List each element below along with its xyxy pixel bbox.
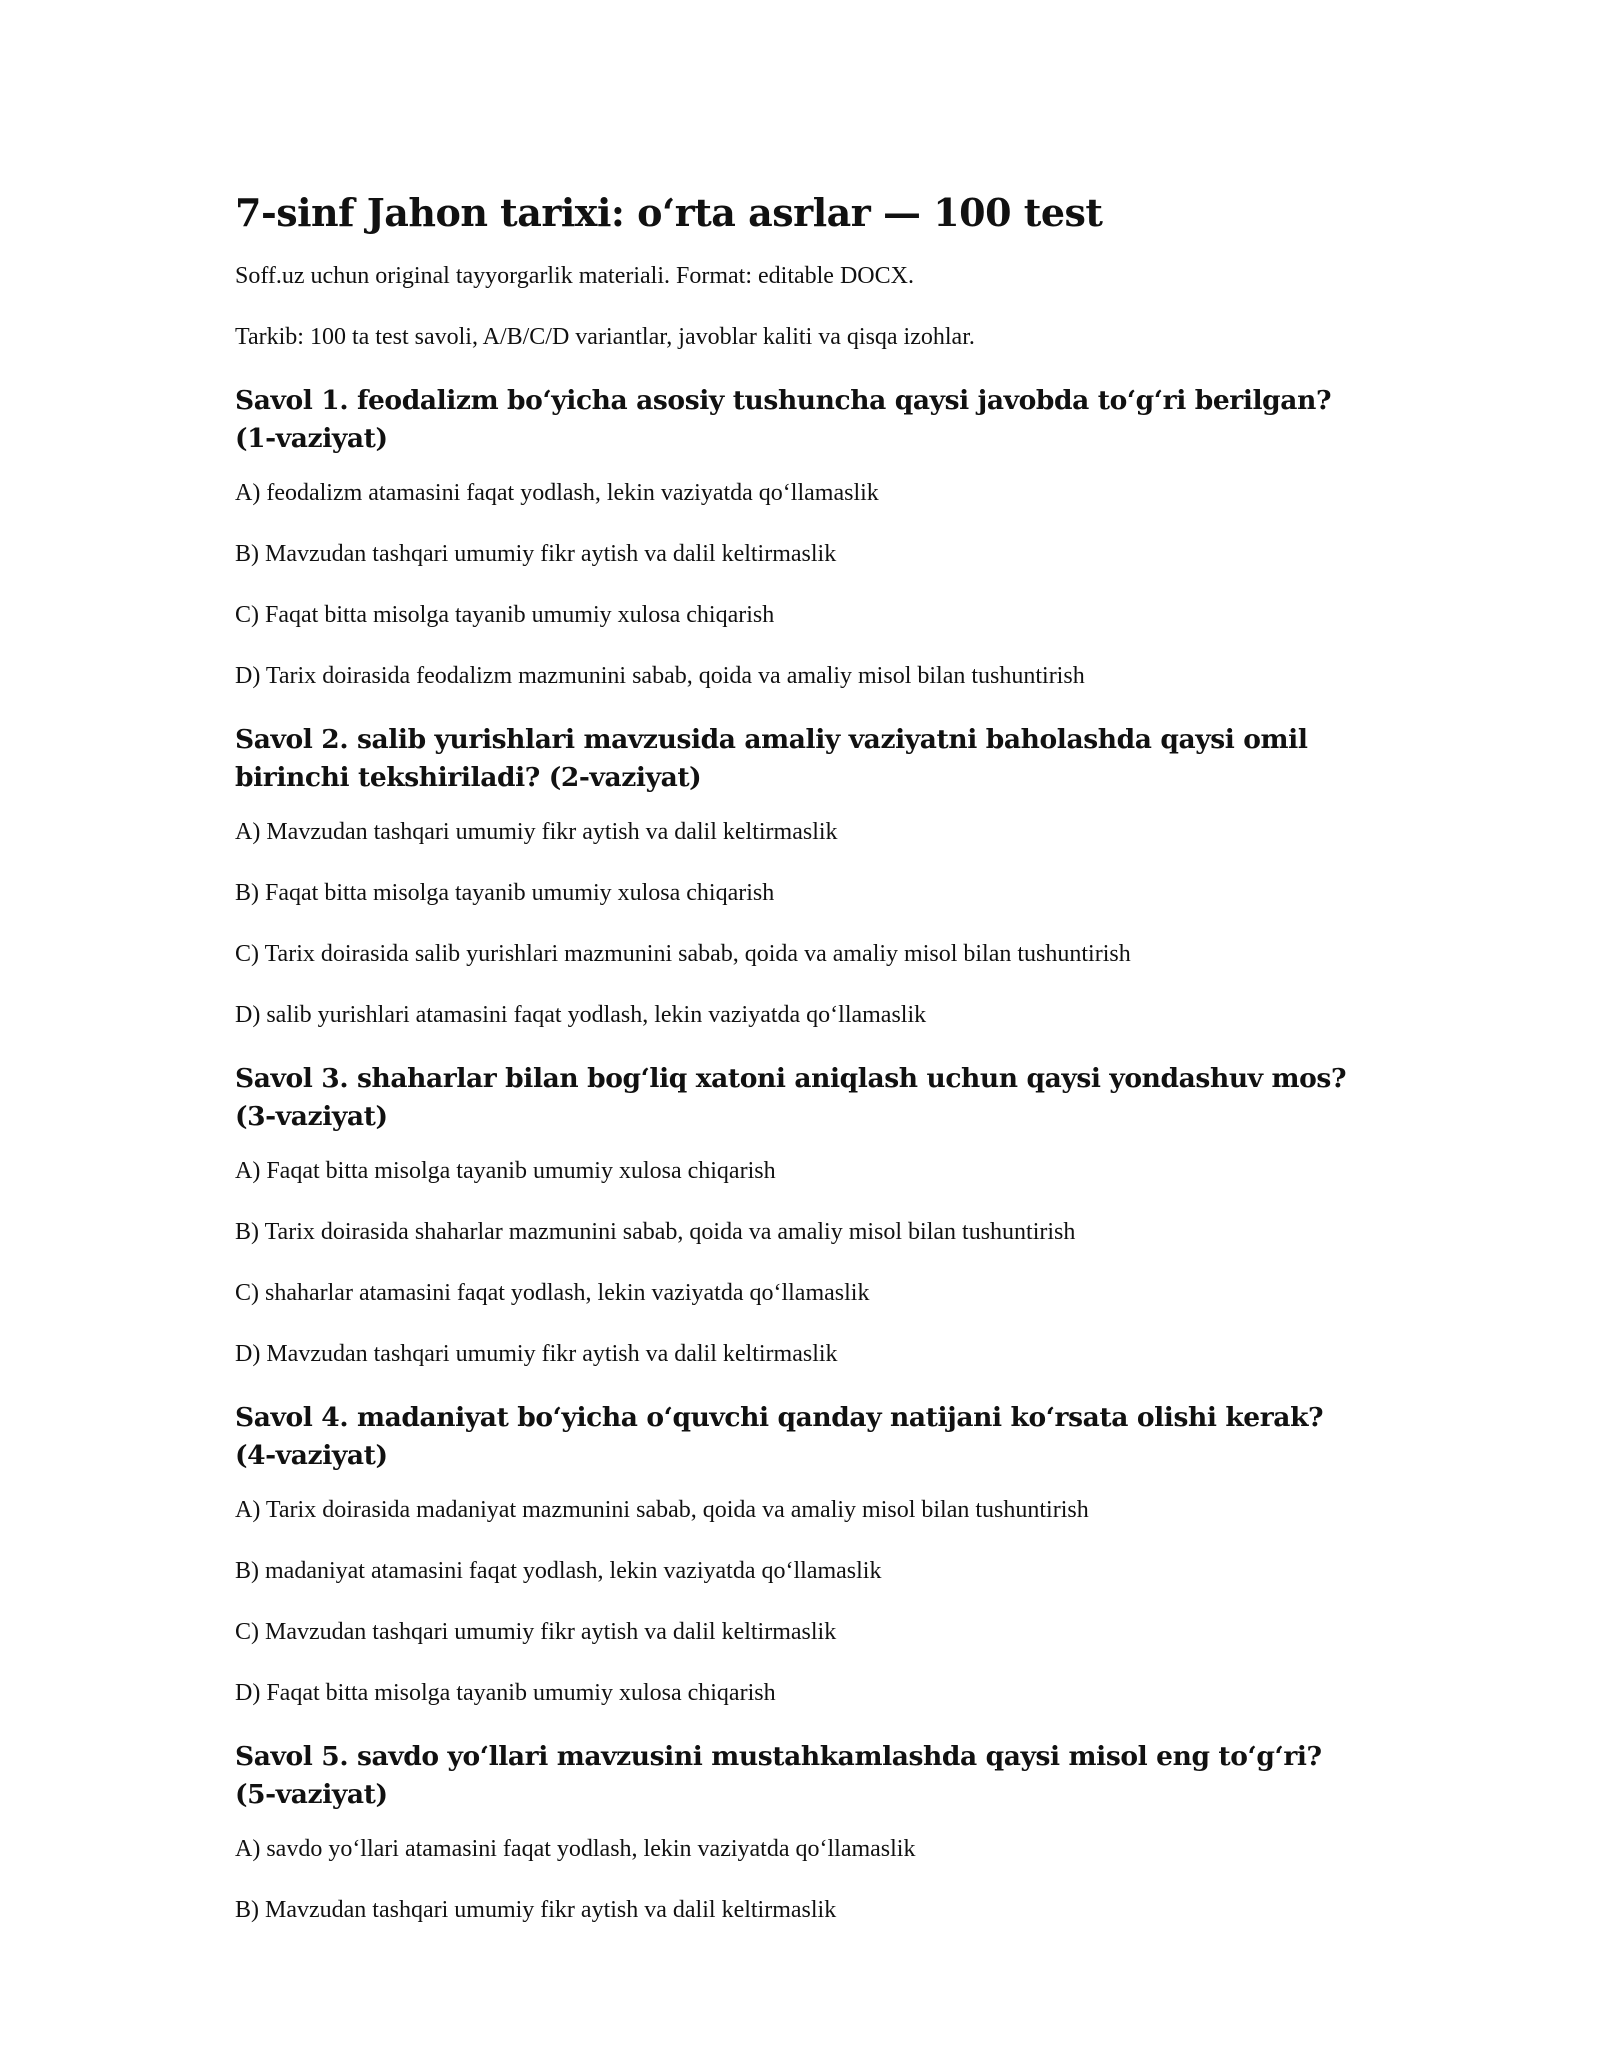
answer-option: A) Faqat bitta misolga tayanib umumiy xulosa chiqarish — [235, 1158, 776, 1184]
document-page — [235, 188, 1365, 1955]
question-5 — [235, 1738, 1365, 1926]
intro-line: Soff.uz uchun original tayyorgarlik materiali. Format: editable DOCX. — [235, 263, 914, 289]
answer-option: C) Tarix doirasida salib yurishlari mazmunini sabab, qoida va amaliy misol bilan tushuntirish — [235, 941, 1131, 967]
answer-option: D) salib yurishlari atamasini faqat yodlash, lekin vaziyatda qo‘llamaslik — [235, 1002, 927, 1028]
intro-line: Tarkib: 100 ta test savoli, A/B/C/D variantlar, javoblar kaliti va qisqa izohlar. — [235, 324, 975, 350]
question-2 — [235, 721, 1365, 1031]
answer-option: A) Mavzudan tashqari umumiy fikr aytish va dalil keltirmaslik — [235, 819, 838, 845]
answer-option: C) shaharlar atamasini faqat yodlash, lekin vaziyatda qo‘llamaslik — [235, 1280, 870, 1306]
question-3 — [235, 1060, 1365, 1370]
question-4 — [235, 1399, 1365, 1709]
answer-option: B) Faqat bitta misolga tayanib umumiy xulosa chiqarish — [235, 880, 775, 906]
answer-option: A) Tarix doirasida madaniyat mazmunini sabab, qoida va amaliy misol bilan tushuntirish — [235, 1497, 1089, 1523]
answer-option: A) feodalizm atamasini faqat yodlash, lekin vaziyatda qo‘llamaslik — [235, 480, 879, 506]
document-title: 7-sinf Jahon tarixi: o‘rta asrlar — 100 test — [235, 190, 1103, 235]
answer-option: D) Mavzudan tashqari umumiy fikr aytish va dalil keltirmaslik — [235, 1341, 838, 1367]
question-title: Savol 5. savdo yo‘llari mavzusini mustahkamlashda qaysi misol eng to‘g‘ri? (5-vaziyat) — [235, 1741, 1322, 1810]
answer-option: D) Tarix doirasida feodalizm mazmunini sabab, qoida va amaliy misol bilan tushuntirish — [235, 663, 1085, 689]
answer-option: C) Faqat bitta misolga tayanib umumiy xulosa chiqarish — [235, 602, 775, 628]
answer-option: B) Mavzudan tashqari umumiy fikr aytish va dalil keltirmaslik — [235, 1897, 837, 1923]
answer-option: B) madaniyat atamasini faqat yodlash, lekin vaziyatda qo‘llamaslik — [235, 1558, 882, 1584]
question-title: Savol 1. feodalizm bo‘yicha asosiy tushuncha qaysi javobda to‘g‘ri berilgan? (1-vaziyat) — [235, 385, 1332, 454]
answer-option: A) savdo yo‘llari atamasini faqat yodlash, lekin vaziyatda qo‘llamaslik — [235, 1836, 916, 1862]
answer-option: D) Faqat bitta misolga tayanib umumiy xulosa chiqarish — [235, 1680, 776, 1706]
question-title: Savol 4. madaniyat bo‘yicha o‘quvchi qanday natijani ko‘rsata olishi kerak? (4-vaziyat) — [235, 1402, 1324, 1471]
question-title: Savol 2. salib yurishlari mavzusida amaliy vaziyatni baholashda qaysi omil birinchi tekshiriladi? (2-vaziyat) — [235, 724, 1308, 793]
question-title: Savol 3. shaharlar bilan bog‘liq xatoni aniqlash uchun qaysi yondashuv mos? (3-vaziyat) — [235, 1063, 1347, 1132]
answer-option: B) Tarix doirasida shaharlar mazmunini sabab, qoida va amaliy misol bilan tushuntirish — [235, 1219, 1076, 1245]
answer-option: B) Mavzudan tashqari umumiy fikr aytish va dalil keltirmaslik — [235, 541, 837, 567]
question-1 — [235, 382, 1365, 692]
answer-option: C) Mavzudan tashqari umumiy fikr aytish va dalil keltirmaslik — [235, 1619, 837, 1645]
